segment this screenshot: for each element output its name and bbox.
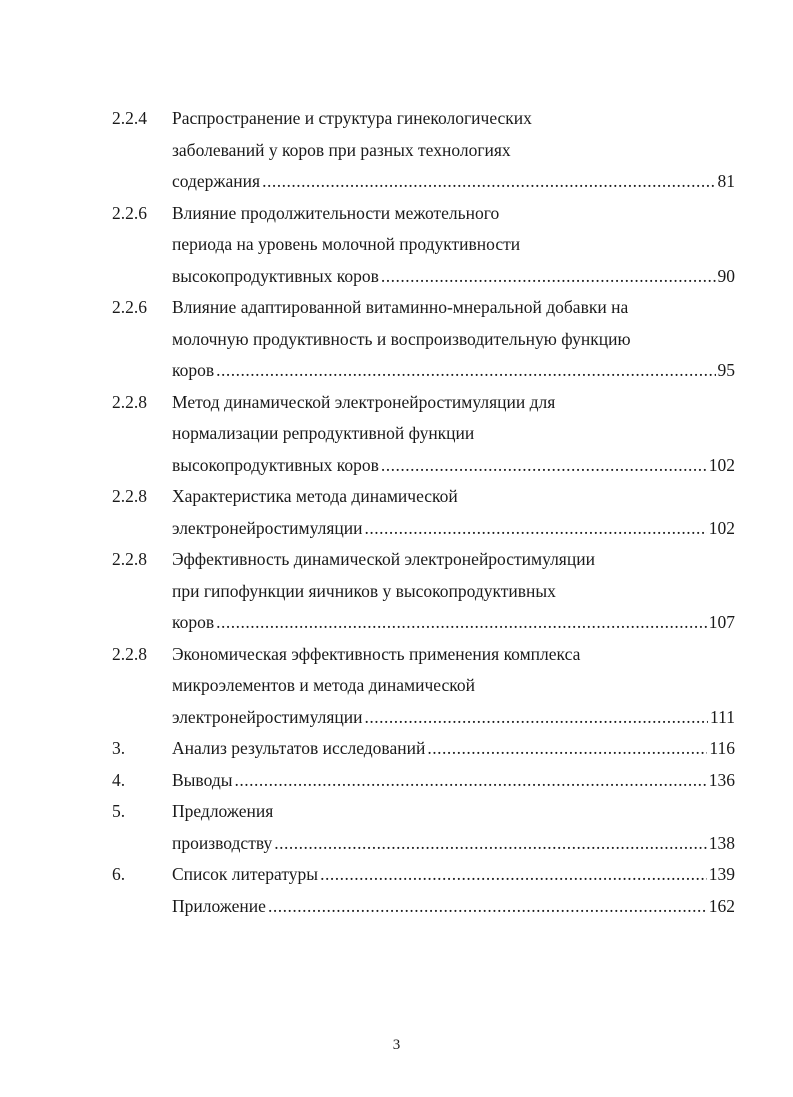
dot-leader (262, 166, 715, 198)
toc-entry-number: 2.2.4 (112, 108, 147, 128)
toc-entry-text: Приложение (172, 895, 266, 916)
toc-page-number: 116 (709, 738, 735, 758)
dot-leader (274, 828, 706, 860)
toc-entry-text: Распространение и структура гинекологических (172, 108, 532, 128)
dot-leader (268, 891, 707, 923)
toc-entry-text: Влияние продолжительности межотельного (172, 202, 500, 223)
toc-entry (0, 481, 793, 544)
dot-leader (234, 765, 706, 797)
toc-entry-text: производству (172, 832, 273, 853)
dot-leader (381, 450, 707, 482)
toc-entry-number: 2.2.8 (112, 549, 147, 569)
toc-entry-text: Предложения (172, 801, 274, 821)
toc-page-number: 102 (708, 517, 735, 538)
toc-page-number: 138 (708, 832, 735, 853)
dot-leader (427, 733, 707, 765)
toc-page-number: 81 (717, 171, 735, 191)
table-of-contents (0, 103, 793, 922)
toc-entry (0, 103, 793, 198)
toc-entry-number: 5. (112, 801, 126, 821)
toc-page-number: 107 (708, 612, 735, 632)
toc-entry-text: Характеристика метода динамической (172, 486, 458, 506)
dot-leader (216, 355, 715, 387)
toc-entry (0, 387, 793, 482)
toc-entry (0, 796, 793, 859)
toc-entry-number: 2.2.6 (112, 202, 147, 223)
toc-entry-text: коров (172, 360, 215, 380)
toc-entry-text: Эффективность динамической электронейростимуляции (172, 549, 595, 569)
dot-leader (364, 702, 708, 734)
toc-entry (0, 859, 793, 891)
toc-entry-text: микроэлементов и метода динамической (172, 675, 475, 695)
toc-entry (0, 891, 793, 923)
toc-entry-number: 6. (112, 864, 126, 884)
toc-entry-number: 2.2.8 (112, 486, 147, 506)
toc-entry-text: электронейростимуляции (172, 706, 363, 727)
dot-leader (216, 607, 707, 639)
dot-leader (320, 859, 707, 891)
page-number: 3 (392, 1037, 401, 1053)
toc-entry-number: 4. (112, 769, 126, 790)
toc-page-number: 111 (710, 706, 735, 727)
toc-entry (0, 639, 793, 734)
toc-entry-text: Анализ результатов исследований (172, 738, 426, 758)
toc-entry-text: электронейростимуляции (172, 517, 363, 538)
toc-entry-text: Экономическая эффективность применения комплекса (172, 643, 581, 664)
toc-entry (0, 733, 793, 765)
toc-entry-text: высокопродуктивных коров (172, 454, 379, 475)
toc-entry-number: 2.2.8 (112, 643, 147, 664)
dot-leader (381, 261, 716, 293)
toc-entry-text: заболеваний у коров при разных технологиях (172, 139, 511, 160)
toc-page-number: 136 (708, 769, 735, 790)
toc-entry (0, 765, 793, 797)
toc-entry (0, 544, 793, 639)
toc-entry-text: нормализации репродуктивной функции (172, 423, 475, 443)
toc-entry-text: Выводы (172, 769, 233, 790)
toc-entry-text: при гипофункции яичников у высокопродуктивных (172, 580, 556, 601)
toc-entry-text: содержания (172, 171, 261, 191)
toc-entry-number: 3. (112, 738, 126, 758)
toc-entry-text: коров (172, 612, 215, 632)
toc-entry-text: периода на уровень молочной продуктивности (172, 234, 521, 254)
toc-page-number: 95 (717, 360, 735, 380)
toc-entry-text: Влияние адаптированной витаминно-мнеральной добавки на (172, 297, 629, 317)
toc-entry-number: 2.2.8 (112, 391, 147, 412)
toc-entry (0, 292, 793, 387)
toc-entry-text: высокопродуктивных коров (172, 265, 379, 286)
toc-entry (0, 198, 793, 293)
toc-entry-text: Метод динамической электронейростимуляции для (172, 391, 556, 412)
toc-entry-number: 2.2.6 (112, 297, 147, 317)
toc-page-number: 162 (708, 895, 735, 916)
dot-leader (364, 513, 706, 545)
toc-entry-text: Список литературы (172, 864, 319, 884)
toc-entry-text: молочную продуктивность и воспроизводительную функцию (172, 328, 631, 349)
toc-page-number: 90 (717, 265, 735, 286)
toc-page-number: 102 (708, 454, 735, 475)
toc-page-number: 139 (708, 864, 735, 884)
